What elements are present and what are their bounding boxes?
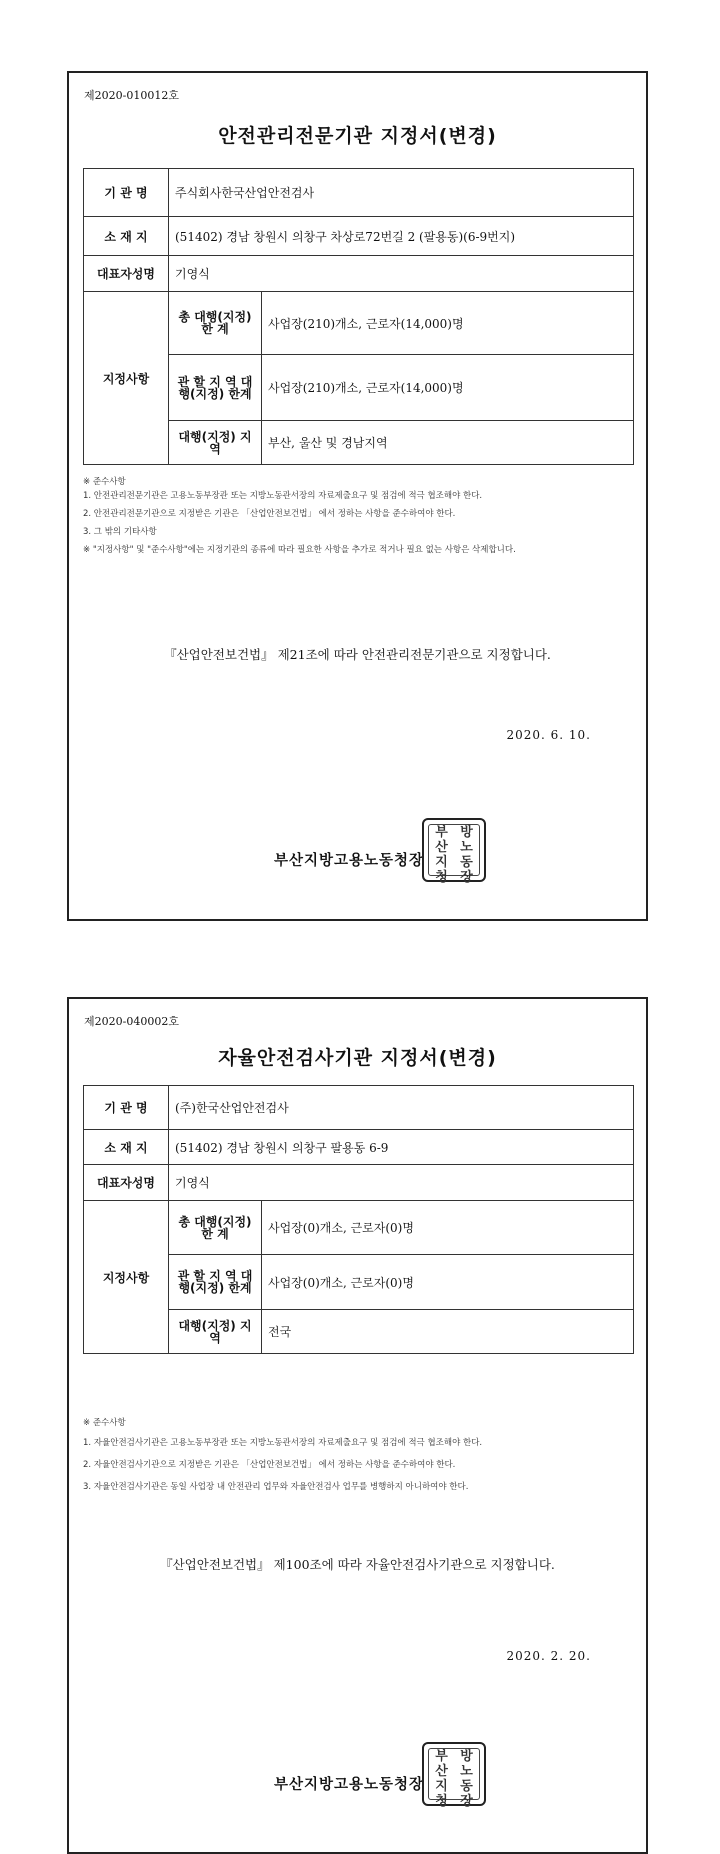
seal-character: 부 — [435, 1749, 448, 1764]
total-limit-value: 사업장(0)개소, 근로자(0)명 — [262, 1201, 634, 1255]
official-seal — [422, 818, 486, 885]
seal-character: 부 — [435, 825, 448, 840]
org-label: 기 관 명 — [84, 1086, 169, 1130]
seal-character: 동 — [460, 855, 473, 870]
certificate-2 — [67, 997, 648, 1854]
jurisdiction-label: 관 할 지 역 대행(지정) 한계 — [169, 355, 262, 421]
representative-value: 기영식 — [169, 1165, 634, 1201]
seal-character: 산 — [435, 1764, 448, 1779]
seal-character: 산 — [435, 840, 448, 855]
document-number: 제2020-010012호 — [84, 89, 179, 102]
jurisdiction-label: 관 할 지 역 대행(지정) 한계 — [169, 1255, 262, 1310]
compliance-notes — [83, 1417, 638, 1499]
seal-character: 노 — [460, 1764, 473, 1779]
document-number: 제2020-040002호 — [84, 1015, 179, 1028]
seal-character: 청 — [435, 1794, 448, 1809]
org-value: (주)한국산업안전검사 — [169, 1086, 634, 1130]
note-2: 2. 안전관리전문기관으로 지정받은 기관은 「산업안전보건법」 에서 정하는 사항을 준수하여야 한다. — [83, 509, 456, 519]
info-table — [83, 1085, 634, 1354]
issuer-name: 부산지방고용노동청장 — [274, 1777, 425, 1793]
address-value: (51402) 경남 창원시 의창구 팔용동 6-9 — [169, 1130, 634, 1165]
representative-value: 기영식 — [169, 256, 634, 292]
address-value: (51402) 경남 창원시 의창구 차상로72번길 2 (팔용동)(6-9번지) — [169, 217, 634, 256]
seal-character: 지 — [435, 1779, 448, 1794]
total-limit-value: 사업장(210)개소, 근로자(14,000)명 — [262, 292, 634, 355]
declaration: 『산업안전보건법』 제21조에 따라 안전관리전문기관으로 지정합니다. — [164, 647, 551, 662]
notes-heading: ※ 준수사항 — [83, 477, 126, 487]
seal-character: 장 — [460, 1794, 473, 1809]
total-limit-label: 총 대행(지정) 한 계 — [169, 292, 262, 355]
total-limit-label: 총 대행(지정) 한 계 — [169, 1201, 262, 1255]
note-2: 2. 자율안전검사기관으로 지정받은 기관은 「산업안전보건법」 에서 정하는 사항을 준수하여야 한다. — [83, 1460, 456, 1470]
jurisdiction-value: 사업장(210)개소, 근로자(14,000)명 — [262, 355, 634, 421]
note-3: 3. 그 밖의 기타사항 — [83, 527, 157, 537]
seal-character: 동 — [460, 1779, 473, 1794]
org-value: 주식회사한국산업안전검사 — [169, 169, 634, 217]
compliance-notes — [83, 476, 638, 562]
org-label: 기 관 명 — [84, 169, 169, 217]
issue-date: 2020. 2. 20. — [506, 1649, 591, 1663]
official-seal — [422, 1742, 486, 1809]
notes-heading: ※ 준수사항 — [83, 1418, 126, 1428]
declaration: 『산업안전보건법』 제100조에 따라 자율안전검사기관으로 지정합니다. — [160, 1557, 555, 1572]
note-4: ※ "지정사항" 및 "준수사항"에는 지정기관의 종류에 따라 필요한 사항을 추가로 적거나 필요 없는 사항은 삭제합니다. — [83, 545, 516, 555]
address-label: 소 재 지 — [84, 1130, 169, 1165]
info-table — [83, 168, 634, 465]
seal-character: 청 — [435, 870, 448, 885]
seal-character: 방 — [460, 1749, 473, 1764]
jurisdiction-value: 사업장(0)개소, 근로자(0)명 — [262, 1255, 634, 1310]
document-title: 안전관리전문기관 지정서(변경) — [218, 125, 497, 147]
designation-label: 지정사항 — [84, 1201, 169, 1354]
region-value: 전국 — [262, 1310, 634, 1354]
issuer-name: 부산지방고용노동청장 — [274, 853, 425, 869]
seal-character: 방 — [460, 825, 473, 840]
region-label: 대행(지정) 지역 — [169, 421, 262, 465]
issue-date: 2020. 6. 10. — [506, 728, 591, 742]
seal-character: 지 — [435, 855, 448, 870]
representative-label: 대표자성명 — [84, 256, 169, 292]
representative-label: 대표자성명 — [84, 1165, 169, 1201]
document-title: 자율안전검사기관 지정서(변경) — [218, 1047, 497, 1069]
address-label: 소 재 지 — [84, 217, 169, 256]
region-value: 부산, 울산 및 경남지역 — [262, 421, 634, 465]
note-1: 1. 안전관리전문기관은 고용노동부장관 또는 지방노동관서장의 자료제출요구 및 점검에 적극 협조해야 한다. — [83, 491, 483, 501]
seal-character: 장 — [460, 870, 473, 885]
designation-label: 지정사항 — [84, 292, 169, 465]
region-label: 대행(지정) 지역 — [169, 1310, 262, 1354]
certificate-1 — [67, 71, 648, 921]
seal-character: 노 — [460, 840, 473, 855]
note-3: 3. 자율안전검사기관은 동일 사업장 내 안전관리 업무와 자율안전검사 업무를 병행하지 아니하여야 한다. — [83, 1482, 469, 1492]
note-1: 1. 자율안전검사기관은 고용노동부장관 또는 지방노동관서장의 자료제출요구 및 점검에 적극 협조해야 한다. — [83, 1438, 483, 1448]
